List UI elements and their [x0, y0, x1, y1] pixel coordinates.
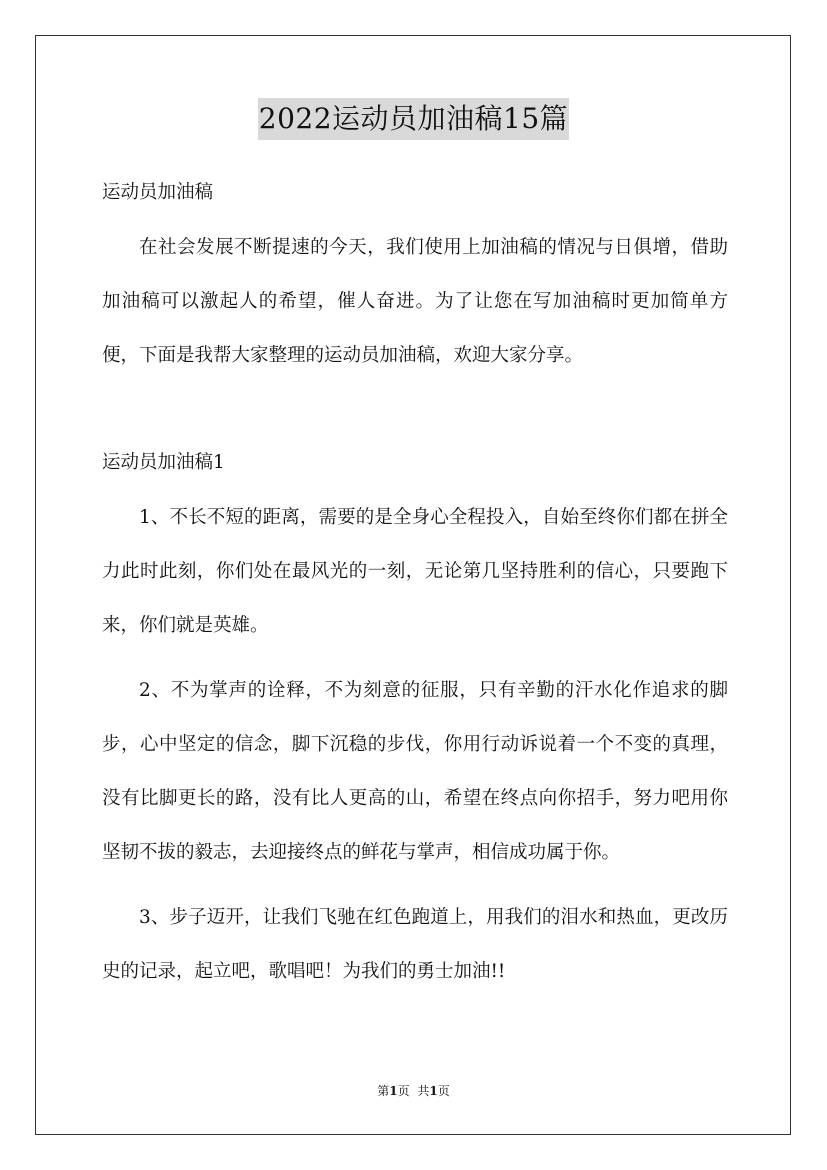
- list-item-1: 1、不长不短的距离，需要的是全身心全程投入，自始至终你们都在拼全力此时此刻，你们处在最风光的一刻，无论第几坚持胜利的信心，只要跑下来，你们就是英雄。: [102, 507, 728, 636]
- section-gap: [102, 383, 728, 446]
- total-label-suffix: 页: [437, 1084, 450, 1098]
- page-footer: [0, 1082, 827, 1099]
- page-label-prefix: 第: [377, 1084, 390, 1098]
- total-pages: 1: [429, 1084, 438, 1098]
- page-number: 1: [389, 1084, 398, 1098]
- section-1-heading: 运动员加油稿1: [102, 452, 225, 473]
- document-body: [102, 176, 728, 999]
- total-label-prefix: 共: [417, 1084, 430, 1098]
- intro-heading: 运动员加油稿: [102, 182, 214, 203]
- document-title: 2022运动员加油稿15篇: [258, 98, 569, 140]
- title-container: [0, 98, 827, 140]
- intro-paragraph: 在社会发展不断提速的今天，我们使用上加油稿的情况与日俱增，借助加油稿可以激起人的希望，催人奋进。为了让您在写加油稿时更加简单方便，下面是我帮大家整理的运动员加油稿，欢迎大家分享。: [102, 237, 728, 366]
- list-item-2: 2、不为掌声的诠释，不为刻意的征服，只有辛勤的汗水化作追求的脚步，心中坚定的信念，脚下沉稳的步伐，你用行动诉说着一个不变的真理，没有比脚更长的路，没有比人更高的山，希望在终点向你招手，努力吧用你坚韧不拔的毅志，去迎接终点的鲜花与掌声，相信成功属于你。: [102, 680, 728, 863]
- list-item-3: 3、步子迈开，让我们飞驰在红色跑道上，用我们的泪水和热血，更改历史的记录，起立吧，歌唱吧！为我们的勇士加油!!: [102, 907, 728, 982]
- page-label-suffix: 页: [397, 1084, 410, 1098]
